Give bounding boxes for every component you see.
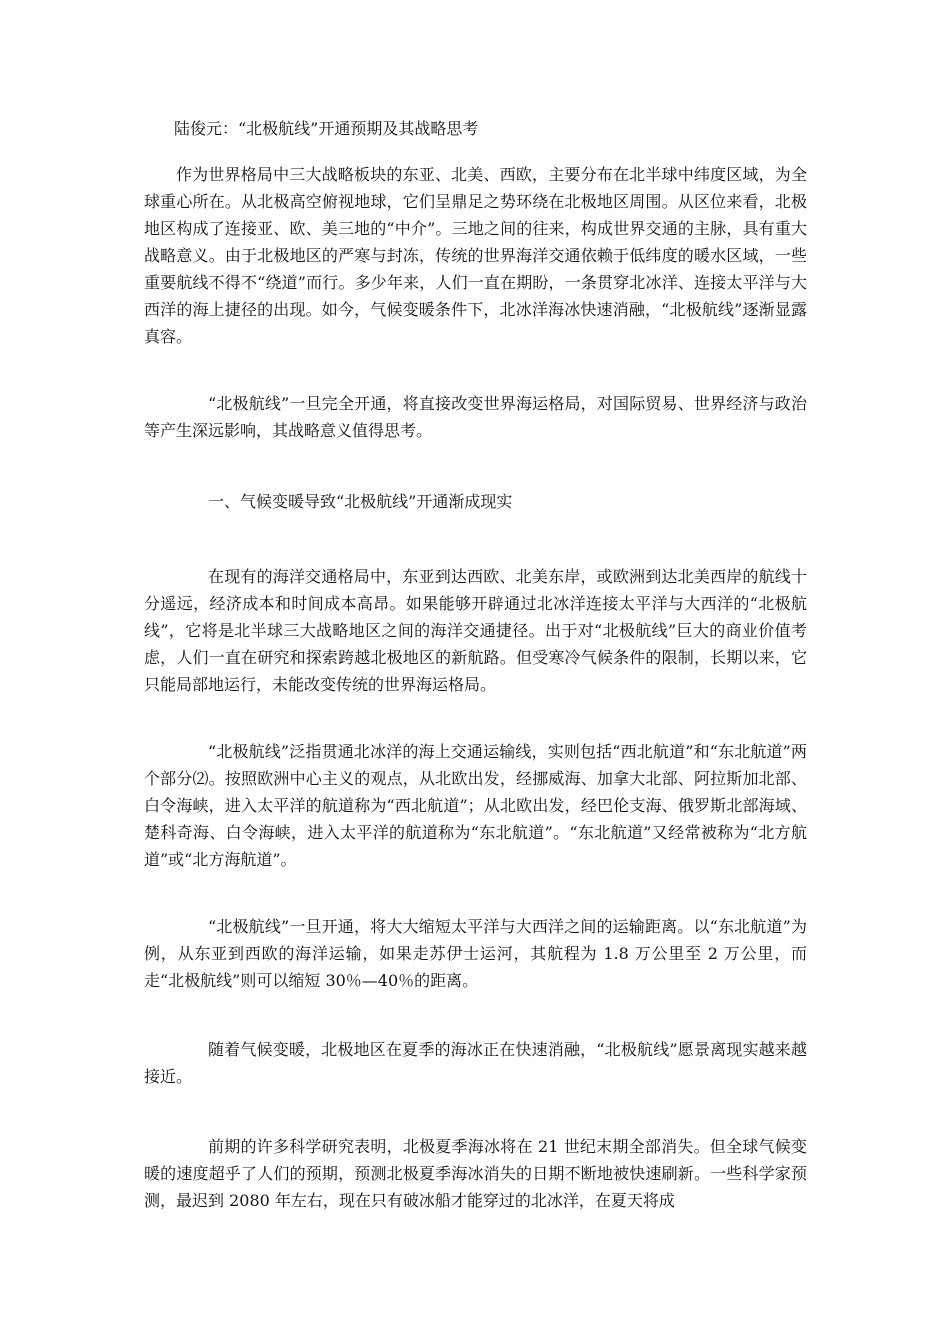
paragraph-significance: “北极航线”一旦完全开通，将直接改变世界海运格局，对国际贸易、世界经济与政治等产生深远影响，其战略意义值得思考。 bbox=[144, 394, 807, 440]
paragraph-intro: 作为世界格局中三大战略板块的东亚、北美、西欧，主要分布在北半球中纬度区域，为全球重心所在。从北极高空俯视地球，它们呈鼎足之势环绕在北极地区周围。从区位来看，北极地区构成了连接亚、欧、美三地的“中介”。三地之间的往来，构成世界交通的主脉，具有重大战略意义。由于北极地区的严寒与封冻，传统的世界海洋交通依赖于低纬度的暖水区域，一些重要航线不得不“绕道”而行。多少年来，人们一直在期盼，一条贯穿北冰洋、连接太平洋与大西洋的海上捷径的出现。如今，气候变暖条件下，北冰洋海冰快速消融，“北极航线”逐渐显露真容。 bbox=[144, 165, 807, 346]
paragraph-warming: 随着气候变暖，北极地区在夏季的海冰正在快速消融，“北极航线”愿景离现实越来越接近。 bbox=[144, 1040, 807, 1086]
paragraph-route-definition: “北极航线”泛指贯通北冰洋的海上交通运输线，实则包括“西北航道”和“东北航道”两个部分⑵。按照欧洲中心主义的观点，从北欧出发，经挪威海、加拿大北部、阿拉斯加北部、白令海峡，进入太平洋的航道称为“西北航道”；从北欧出发，经巴伦支海、俄罗斯北部海域、楚科奇海、白令海峡，进入太平洋的航道称为“东北航道”。“东北航道”又经常被称为“北方航道”或“北方海航道”。 bbox=[144, 742, 807, 869]
paragraph-science: 前期的许多科学研究表明，北极夏季海冰将在 21 世纪末期全部消失。但全球气候变暖的速度超乎了人们的预期，预测北极夏季海冰消失的日期不断地被快速刷新。一些科学家预测，最迟到 2080 年左右，现在只有破冰船才能穿过的北冰洋，在夏天将成 bbox=[144, 1137, 807, 1210]
section-heading: 一、气候变暖导致“北极航线”开通渐成现实 bbox=[208, 492, 513, 511]
paragraph-distance: “北极航线”一旦开通，将大大缩短太平洋与大西洋之间的运输距离。以“东北航道”为例，从东亚到西欧的海洋运输，如果走苏伊士运河，其航程为 1.8 万公里至 2 万公里，而走“北极航线”则可以缩短 30％—40％的距离。 bbox=[144, 917, 807, 990]
paragraph-current-pattern: 在现有的海洋交通格局中，东亚到达西欧、北美东岸，或欧洲到达北美西岸的航线十分遥远，经济成本和时间成本高昂。如果能够开辟通过北冰洋连接太平洋与大西洋的“北极航线”，它将是北半球三大战略地区之间的海洋交通捷径。出于对“北极航线”巨大的商业价值考虑，人们一直在研究和探索跨越北极地区的新航路。但受寒冷气候条件的限制，长期以来，它只能局部地运行，未能改变传统的世界海运格局。 bbox=[144, 567, 807, 694]
document-title: 陆俊元：“北极航线”开通预期及其战略思考 bbox=[174, 119, 479, 138]
